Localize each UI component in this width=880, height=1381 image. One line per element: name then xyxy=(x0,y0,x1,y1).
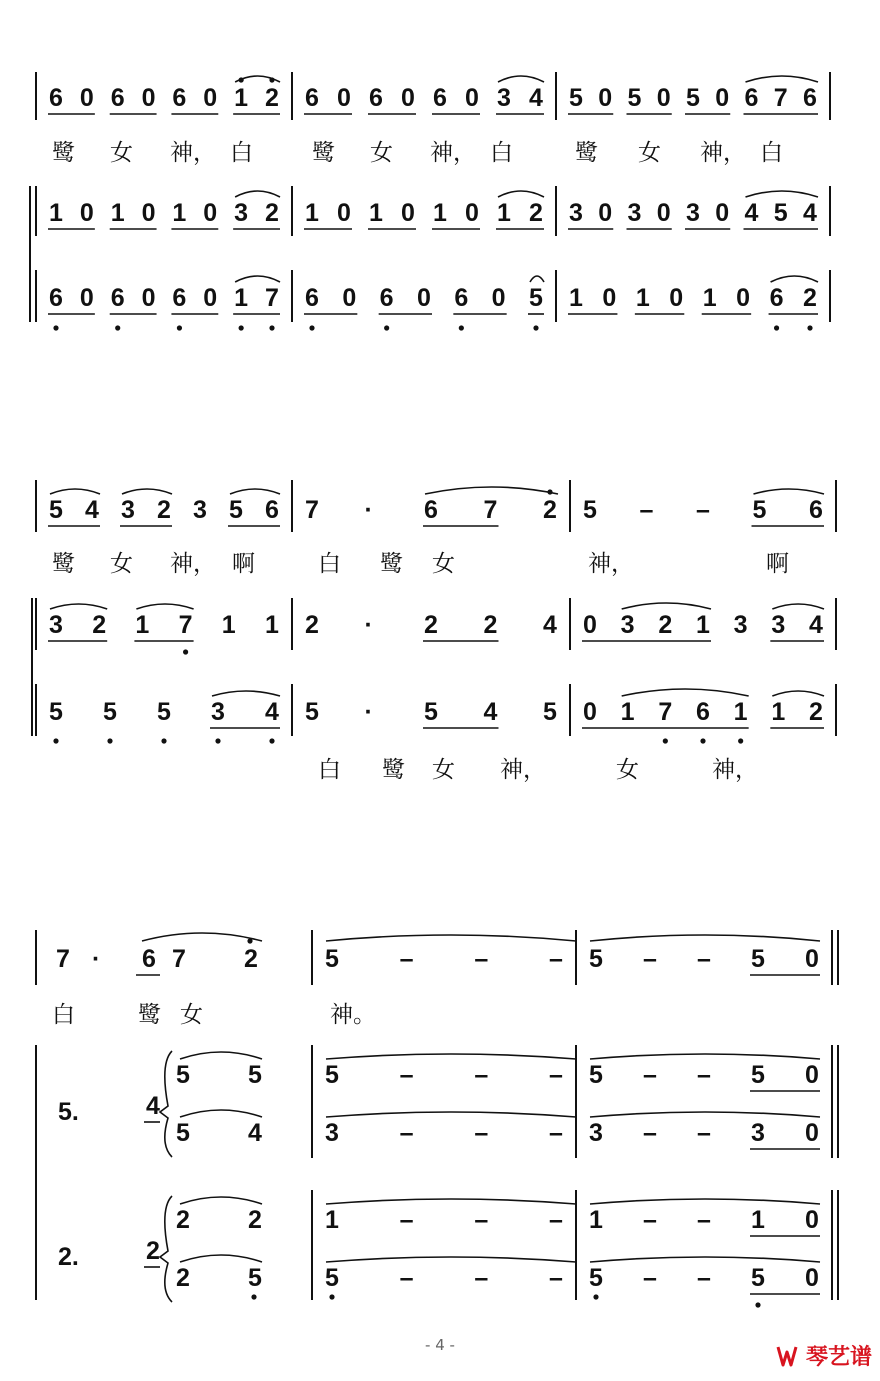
soprano-note: 6 xyxy=(369,84,383,112)
alto-note: – xyxy=(399,1119,414,1147)
alto-note: – xyxy=(549,1061,563,1089)
octave-dot xyxy=(53,738,58,743)
slur xyxy=(754,489,825,494)
alto-note: 3 xyxy=(589,1119,603,1147)
lyric-char: 女 xyxy=(180,1002,203,1028)
slur xyxy=(771,276,818,282)
bass-note: 6 xyxy=(110,284,125,312)
bass-note: 1 xyxy=(620,698,635,726)
soprano-note: – xyxy=(639,496,654,524)
lyric-char: 女 xyxy=(432,551,455,577)
alto-pickup: 5. xyxy=(58,1098,79,1126)
bass-note: 1 xyxy=(635,284,650,312)
bass-note: 5 xyxy=(103,698,117,726)
lyric-char: 神， xyxy=(170,551,216,577)
bass-note: 1 xyxy=(325,1206,339,1234)
alto-note: – xyxy=(474,1061,489,1089)
alto-note: 3 xyxy=(771,611,786,639)
bass-note: 5 xyxy=(325,1264,339,1292)
octave-dot xyxy=(807,325,812,330)
bass-note: 2 xyxy=(248,1206,262,1234)
octave-dot xyxy=(161,738,166,743)
lyric-char: 神， xyxy=(500,757,546,783)
alto-note: 3 xyxy=(49,611,63,639)
slur xyxy=(746,76,819,82)
alto-note: – xyxy=(549,1119,563,1147)
alto-note: 1 xyxy=(497,199,511,227)
bass-note: 0 xyxy=(669,284,684,312)
bass-note: 5 xyxy=(305,698,319,726)
soprano-note: 5 xyxy=(569,84,583,112)
bass-note: 1 xyxy=(234,284,249,312)
alto-note: 0 xyxy=(401,199,415,227)
soprano-note: 7 xyxy=(305,496,319,524)
octave-dot xyxy=(774,325,779,330)
bass-note: 5 xyxy=(529,284,543,312)
bass-note: 2 xyxy=(176,1264,190,1292)
octave-dot xyxy=(251,1294,256,1299)
soprano-note: 0 xyxy=(79,84,94,112)
alto-note: 0 xyxy=(715,199,730,227)
octave-dot xyxy=(269,325,274,330)
bass-note: 5 xyxy=(751,1264,765,1292)
lyric-char: 神。 xyxy=(330,1002,376,1028)
bass-note: 0 xyxy=(203,284,218,312)
lyric-char: 女 xyxy=(110,551,133,577)
bass-note: 5 xyxy=(49,698,63,726)
octave-dot xyxy=(269,77,274,82)
alto-note: – xyxy=(474,1119,489,1147)
alto-note: – xyxy=(643,1061,657,1089)
slur xyxy=(425,487,558,494)
bass-note: – xyxy=(643,1264,657,1292)
soprano-note: 1 xyxy=(234,84,249,112)
lyric-char: 白 xyxy=(52,1002,75,1028)
chord-brace xyxy=(160,1051,172,1157)
alto-note: 7 xyxy=(178,611,193,639)
bass-note: 7 xyxy=(265,284,279,312)
bass-note: 6 xyxy=(305,284,319,312)
page-number: - 4 - xyxy=(425,1336,455,1354)
soprano-note: – xyxy=(643,945,657,973)
soprano-note: 7 xyxy=(483,496,498,524)
slur xyxy=(622,689,749,696)
slur xyxy=(530,276,544,282)
soprano-note: 7 xyxy=(773,84,788,112)
lyric-char: 女 xyxy=(616,757,639,783)
lyric-char: 鹭 xyxy=(312,140,335,166)
alto-note: 0 xyxy=(465,199,479,227)
alto-note: 2 xyxy=(92,611,107,639)
alto-note: 0 xyxy=(805,1119,819,1147)
bass-note: 0 xyxy=(805,1264,819,1292)
lyric-char: 神， xyxy=(700,140,746,166)
bass-note: 6 xyxy=(696,698,710,726)
soprano-note: 0 xyxy=(598,84,613,112)
alto-note: 2 xyxy=(265,199,279,227)
brand-name: 琴艺谱 xyxy=(805,1345,872,1370)
slur xyxy=(772,604,824,609)
octave-dot xyxy=(53,325,58,330)
octave-dot xyxy=(239,325,244,330)
alto-note: 4 xyxy=(543,611,557,639)
alto-note: 3 xyxy=(627,199,642,227)
lyric-char: 神， xyxy=(170,140,216,166)
soprano-note: 6 xyxy=(49,84,63,112)
soprano-note: 0 xyxy=(805,945,819,973)
lyric-char: 啊 xyxy=(766,551,789,577)
soprano-note: 5 xyxy=(752,496,767,524)
alto-note: 3 xyxy=(569,199,583,227)
lyric-char: 白 xyxy=(760,140,783,166)
octave-dot xyxy=(533,325,538,330)
alto-note: 5 xyxy=(176,1119,190,1147)
slur xyxy=(180,1197,262,1204)
alto-note: 1 xyxy=(221,611,236,639)
bass-note: 2 xyxy=(809,698,823,726)
lyric-char: 白 xyxy=(490,140,513,166)
bass-note: 1 xyxy=(589,1206,603,1234)
slur xyxy=(590,935,820,941)
alto-note: – xyxy=(399,1061,414,1089)
alto-note: 5 xyxy=(589,1061,603,1089)
alto-note: 0 xyxy=(583,611,597,639)
bass-fraction: 2 xyxy=(146,1237,160,1265)
bass-note: 1 xyxy=(702,284,717,312)
bass-note: 7 xyxy=(658,698,673,726)
alto-note: 2 xyxy=(424,611,438,639)
octave-dot xyxy=(663,738,668,743)
alto-note: 1 xyxy=(265,611,279,639)
bass-note: 4 xyxy=(265,698,279,726)
soprano-note: 6 xyxy=(433,84,447,112)
alto-note: 1 xyxy=(49,199,63,227)
slur xyxy=(590,1257,820,1262)
octave-dot xyxy=(700,738,705,743)
soprano-note: · xyxy=(92,945,101,973)
soprano-note: – xyxy=(474,945,489,973)
soprano-note: – xyxy=(399,945,414,973)
alto-note: 4 xyxy=(248,1119,262,1147)
soprano-note: – xyxy=(697,945,711,973)
alto-note: 3 xyxy=(733,611,748,639)
alto-note: 5 xyxy=(751,1061,765,1089)
alto-note: 5 xyxy=(248,1061,262,1089)
soprano-note: 6 xyxy=(305,84,319,112)
slur xyxy=(326,935,576,941)
octave-dot xyxy=(183,649,188,654)
bass-note: – xyxy=(474,1206,489,1234)
slur xyxy=(590,1199,820,1204)
alto-note: 0 xyxy=(656,199,671,227)
lyric-char: 女 xyxy=(110,140,133,166)
soprano-note: 7 xyxy=(56,945,70,973)
octave-dot xyxy=(593,1294,598,1299)
slur xyxy=(622,603,711,609)
soprano-note: 0 xyxy=(715,84,730,112)
octave-dot xyxy=(738,738,743,743)
bass-note: 3 xyxy=(211,698,225,726)
brand-logo[interactable] xyxy=(774,1340,872,1371)
soprano-note: 0 xyxy=(203,84,218,112)
soprano-note: 6 xyxy=(265,496,279,524)
chord-brace xyxy=(160,1196,172,1302)
slur xyxy=(235,191,280,197)
alto-note: 1 xyxy=(110,199,125,227)
alto-note: – xyxy=(643,1119,657,1147)
soprano-note: 5 xyxy=(229,496,243,524)
soprano-note: 3 xyxy=(121,496,135,524)
lyric-char: 神， xyxy=(712,757,758,783)
slur xyxy=(772,691,824,696)
octave-dot xyxy=(215,738,220,743)
soprano-note: 0 xyxy=(337,84,351,112)
octave-dot xyxy=(384,325,389,330)
alto-note: 1 xyxy=(696,611,710,639)
soprano-note: · xyxy=(364,496,373,524)
lyric-char: 啊 xyxy=(232,551,255,577)
soprano-note: – xyxy=(549,945,563,973)
soprano-note: 6 xyxy=(172,84,187,112)
bass-note: 2 xyxy=(803,284,817,312)
octave-dot xyxy=(177,325,182,330)
alto-note: 3 xyxy=(325,1119,339,1147)
alto-note: 3 xyxy=(686,199,700,227)
lyric-char: 神， xyxy=(588,551,634,577)
alto-note: 0 xyxy=(141,199,156,227)
soprano-note: 6 xyxy=(110,84,125,112)
lyric-char: 白 xyxy=(230,140,253,166)
soprano-note: 6 xyxy=(744,84,759,112)
slur xyxy=(212,691,280,696)
bass-note: 0 xyxy=(736,284,751,312)
soprano-note: 5 xyxy=(583,496,597,524)
alto-note: 4 xyxy=(809,611,823,639)
slur xyxy=(122,489,172,494)
alto-note: 2 xyxy=(305,611,319,639)
bass-note: 2 xyxy=(176,1206,190,1234)
alto-note: 0 xyxy=(598,199,613,227)
lyric-char: 鹭 xyxy=(382,757,405,783)
octave-dot xyxy=(459,325,464,330)
lyric-char: 白 xyxy=(318,757,341,783)
bass-note: 0 xyxy=(602,284,617,312)
bass-note: – xyxy=(474,1264,489,1292)
soprano-note: 0 xyxy=(141,84,156,112)
alto-note: – xyxy=(697,1061,711,1089)
slur xyxy=(590,1054,820,1059)
soprano-note: 5 xyxy=(325,945,339,973)
soprano-note: 6 xyxy=(142,945,156,973)
bass-note: 0 xyxy=(417,284,431,312)
soprano-note: 3 xyxy=(193,496,207,524)
bass-note: 0 xyxy=(805,1206,819,1234)
bass-note: 6 xyxy=(49,284,63,312)
slur xyxy=(326,1257,576,1262)
alto-note: 1 xyxy=(305,199,319,227)
bass-note: – xyxy=(697,1264,711,1292)
alto-note: 0 xyxy=(337,199,351,227)
bass-note: 1 xyxy=(569,284,583,312)
lyric-char: 鹭 xyxy=(52,551,75,577)
lyric-char: 白 xyxy=(318,551,341,577)
slur xyxy=(136,604,193,609)
lyric-char: 鹭 xyxy=(52,140,75,166)
lyric-char: 神， xyxy=(430,140,476,166)
alto-note: 3 xyxy=(751,1119,765,1147)
bass-note: 6 xyxy=(454,284,469,312)
lyric-char: 女 xyxy=(370,140,393,166)
bass-note: 1 xyxy=(733,698,748,726)
soprano-note: 2 xyxy=(157,496,171,524)
bass-note: 0 xyxy=(583,698,597,726)
octave-dot xyxy=(239,77,244,82)
slur xyxy=(180,1255,262,1262)
bass-note: 1 xyxy=(771,698,786,726)
slur xyxy=(50,489,100,494)
bass-note: 4 xyxy=(483,698,498,726)
alto-note: 3 xyxy=(234,199,249,227)
octave-dot xyxy=(547,489,552,494)
soprano-note: 5 xyxy=(627,84,642,112)
alto-note: 1 xyxy=(433,199,447,227)
alto-note: 4 xyxy=(744,199,759,227)
slur xyxy=(50,604,107,609)
soprano-note: 0 xyxy=(656,84,671,112)
bass-note: 6 xyxy=(172,284,187,312)
bass-pickup: 2. xyxy=(58,1243,79,1271)
soprano-note: 4 xyxy=(85,496,99,524)
octave-dot xyxy=(247,938,252,943)
soprano-note: 7 xyxy=(172,945,186,973)
alto-fraction: 4 xyxy=(146,1092,160,1120)
bass-note: 5 xyxy=(543,698,557,726)
slur xyxy=(180,1052,262,1059)
soprano-note: 5 xyxy=(589,945,603,973)
alto-note: 5 xyxy=(176,1061,190,1089)
bass-note: 5 xyxy=(589,1264,603,1292)
soprano-note: 2 xyxy=(244,945,258,973)
bass-note: 6 xyxy=(769,284,784,312)
slur xyxy=(498,76,544,82)
bass-note: – xyxy=(697,1206,711,1234)
lyric-char: 女 xyxy=(432,757,455,783)
alto-note: 3 xyxy=(620,611,635,639)
soprano-note: 5 xyxy=(49,496,63,524)
bass-note: 5 xyxy=(248,1264,262,1292)
slur xyxy=(498,191,544,197)
alto-note: 2 xyxy=(483,611,498,639)
alto-note: 1 xyxy=(135,611,150,639)
octave-dot xyxy=(329,1294,334,1299)
alto-note: 2 xyxy=(658,611,673,639)
alto-note: 5 xyxy=(325,1061,339,1089)
slur xyxy=(326,1112,576,1117)
alto-note: 4 xyxy=(803,199,817,227)
soprano-note: 2 xyxy=(543,496,557,524)
alto-note: 1 xyxy=(369,199,383,227)
soprano-note: 5 xyxy=(686,84,700,112)
bass-note: 0 xyxy=(141,284,156,312)
alto-note: 1 xyxy=(172,199,187,227)
soprano-note: 2 xyxy=(265,84,279,112)
alto-note: 0 xyxy=(203,199,218,227)
soprano-note: 0 xyxy=(401,84,415,112)
slur xyxy=(326,1054,576,1059)
bass-note: 0 xyxy=(342,284,357,312)
lyric-char: 鹭 xyxy=(380,551,403,577)
soprano-note: – xyxy=(696,496,710,524)
alto-note: 2 xyxy=(529,199,543,227)
soprano-note: 3 xyxy=(497,84,511,112)
octave-dot xyxy=(309,325,314,330)
slur xyxy=(230,489,280,494)
alto-note: 0 xyxy=(805,1061,819,1089)
alto-note: · xyxy=(364,611,373,639)
bass-note: 6 xyxy=(379,284,394,312)
bass-note: 5 xyxy=(157,698,171,726)
slur xyxy=(142,933,262,941)
bass-note: – xyxy=(399,1264,414,1292)
alto-note: 0 xyxy=(79,199,94,227)
lyric-char: 女 xyxy=(638,140,661,166)
bass-note: 1 xyxy=(751,1206,765,1234)
soprano-note: 6 xyxy=(803,84,817,112)
bass-note: 0 xyxy=(491,284,506,312)
bass-note: – xyxy=(549,1264,563,1292)
octave-dot xyxy=(107,738,112,743)
bass-note: – xyxy=(399,1206,414,1234)
slur xyxy=(746,191,819,197)
octave-dot xyxy=(269,738,274,743)
slur xyxy=(235,276,280,282)
soprano-note: 4 xyxy=(529,84,543,112)
lyric-char: 鹭 xyxy=(138,1002,161,1028)
bass-note: 0 xyxy=(79,284,94,312)
soprano-note: 6 xyxy=(809,496,823,524)
alto-note: 5 xyxy=(773,199,788,227)
lyric-char: 鹭 xyxy=(575,140,598,166)
soprano-note: 6 xyxy=(424,496,438,524)
slur xyxy=(180,1110,262,1117)
bass-note: – xyxy=(643,1206,657,1234)
bass-note: 5 xyxy=(424,698,438,726)
alto-note: – xyxy=(697,1119,711,1147)
music-note-icon xyxy=(774,1343,800,1369)
octave-dot xyxy=(755,1302,760,1307)
slur xyxy=(326,1199,576,1204)
soprano-note: 0 xyxy=(465,84,479,112)
soprano-note: 5 xyxy=(751,945,765,973)
bass-note: · xyxy=(364,698,373,726)
slur xyxy=(590,1112,820,1117)
bass-note: – xyxy=(549,1206,563,1234)
octave-dot xyxy=(115,325,120,330)
